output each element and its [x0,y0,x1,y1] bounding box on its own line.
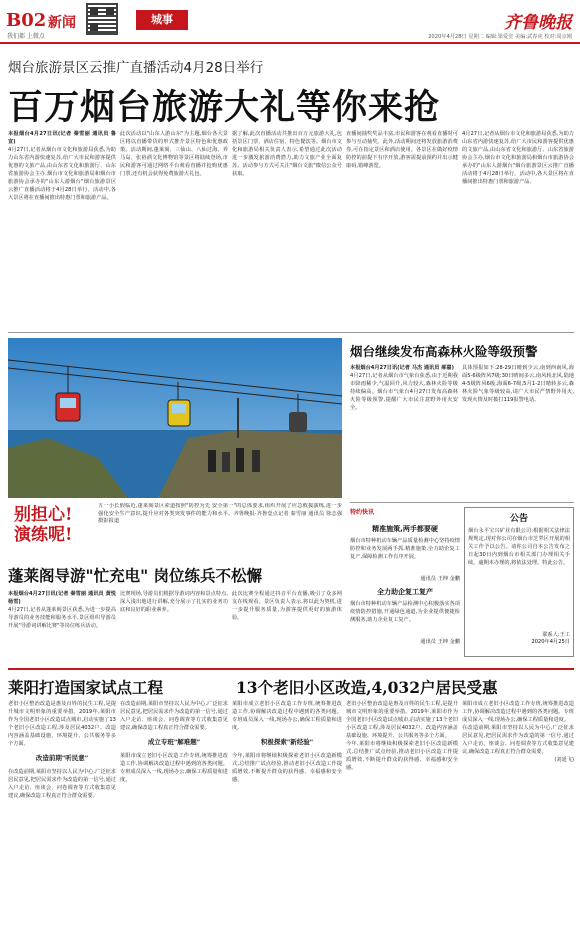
edition-line: 2020年4月28日 星期二 编辑:梁爱堂 美编:武春虎 校对:周京刚 [428,34,572,40]
laiyang-story-body-10: 在改造前期,莱阳市坚持以人民为中心,广泛征求居民意见,把居民需求作为改造的第一信号,通过入户走访、座谈会、问卷调查等方式收集意见建议,确保改造工程真正符合群众需要。 [462,725,574,755]
laiyang-story-col-2 [120,700,228,928]
cablecar-photo [8,338,342,498]
fire-story-col-2 [462,364,574,498]
laiyang-story-col-4 [346,700,458,928]
notice-2-title: 全力助企复工复产 [377,588,433,596]
gonggao-date: 2020年4月25日 [531,639,570,645]
masthead [0,0,580,44]
page-name: 新闻 [48,15,76,31]
laiyang-story-body-3: 在改造前期,莱阳市坚持以人民为中心,广泛征求居民意见,把居民需求作为改造的第一信号,通过入户走访、座谈会、问卷调查等方式收集意见建议,确保改造工程真正符合群众需要。 [120,701,228,731]
laiyang-story-col-5 [462,700,574,928]
laiyang-story-body-7: 老旧小区整治改造是惠及百姓的民生工程,是提升城市文明形象的重要举措。2019年,莱阳市作为全国老旧小区改造试点城市,启动实施了13个老旧小区改造工程,涉及居民4032户。改造内容涵盖基础设施、环境提升、公共服务等多个方面。 [346,701,458,739]
penglai-story-body-1: 4月27日,记者从蓬莱阁景区获悉,为进一步提高导游员的业务技能和服务水平,景区组织导游员开展"导游词讲解比赛"等岗位练兵活动。 [8,607,116,629]
penglai-story-byline: 本报烟台4月27日讯(记者 秦雪丽 通讯员 黄悦 杨雪) [8,591,116,605]
section-tag [136,10,188,30]
photo-label-1: 别担心! [14,505,73,525]
notice-2-byline: 通讯员 王坤 金鹏 [420,639,460,645]
fire-story-body-2: 具体预报如下:28-29日晴到少云,南到西南风,海面5-6级阵风7级;30日晴间多云,南风转北风,陆地4-5级阵风6级,海面6-7级,5月1-2日晴转多云,森林火险气象等级较高,请广大市民严禁野外用火,发现火情及时拨打119报警电话。 [462,365,574,403]
notice-body: 烟台市特种机动车辆产品质量检测中心坚持疫情防控和业务发展两手抓,精准施策,全力助企复工复产,保障检测工作有序开展。 [350,538,460,560]
notice-box [350,507,460,657]
laiyang-story-headline-b: 13个老旧小区改造,4,032户居民受惠 [236,678,498,697]
top-story-kicker: 烟台旅游景区云推广直播活动4月28日举行 [8,60,264,76]
divider [8,332,574,333]
laiyang-story-headline-a: 莱阳打造国家试点工程 [8,678,164,697]
notice-title: 特约快讯 [350,509,375,516]
top-story-col-1 [8,130,116,326]
fire-story-col-1 [350,364,458,498]
top-story-col-2 [120,130,228,326]
penglai-story-col-2 [120,590,228,662]
top-story-body-2: 此次活动以"山东人游山东"为主题,烟台各大景区将以直播带货的形式推介景区特色和优惠政策。活动期间,蓬莱阁、三仙山、八仙过海、养马岛、张裕酒文化博物馆等景区将陆续登场,市民和游客可通过网络平台观看直播并抢购优惠门票,还有机会获得免费旅游大礼包。 [120,131,228,177]
laiyang-story-body-5: 莱阳市成立老旧小区改造工作专班,统筹推进改造工作,协调解决改造过程中遇到的各类问题。专班成员深入一线,现场办公,确保工程质量和进度。 [232,701,342,731]
fire-story-byline: 本报烟台4月27日讯(记者 马杰 通讯员 郝嘉) [350,365,454,371]
penglai-story-col-3 [232,590,342,662]
top-story-headline: 百万烟台旅游大礼等你来抢 [8,87,441,128]
notice-byline: 通讯员 王坤 金鹏 [420,576,460,582]
notice-subtitle: 精准施策,两手都要硬 [372,525,438,533]
photo-caption: 五一小长假临近,蓬莱阁景区索道按照"防控为先 安全第一"的总体要求,组织开展了应急救援演练,进一步强化安全生产意识,提升应对各类突发事件的能力和水平。齐鲁晚报·齐鲁壹点记者 秦雪丽 通讯员 徐志强 摄影报道 [98,503,342,525]
laiyang-story-sub-2: 成立专班"解难题" [147,738,201,746]
laiyang-story-body-2: 在改造前期,莱阳市坚持以人民为中心,广泛征求居民意见,把居民需求作为改造的第一信号,通过入户走访、座谈会、问卷调查等方式收集意见建议,确保改造工程真正符合群众需要。 [8,769,116,799]
laiyang-story-body-9: 莱阳市成立老旧小区改造工作专班,统筹推进改造工作,协调解决改造过程中遇到的各类问题。专班成员深入一线,现场办公,确保工程质量和进度。 [462,701,574,723]
laiyang-story-body-1: 老旧小区整治改造是惠及百姓的民生工程,是提升城市文明形象的重要举措。2019年,莱阳市作为全国老旧小区改造试点城市,启动实施了13个老旧小区改造工程,涉及居民4032户。改造内容涵盖基础设施、环境提升、公共服务等多个方面。 [8,701,116,747]
top-story-body-4: 直播间抽奖奖品丰富,市民和游客在观看直播时可参与互动抽奖。此外,活动期间还将发放旅游消费券,可在指定景区和酒店使用。各景区在做好疫情防控的前提下有序开放,游客需提前预约并出示健康码,错峰游览。 [346,131,458,169]
top-story-col-3 [232,130,342,326]
masthead-slogan: 我们都 上微点 [7,33,45,40]
penglai-story-body-2: 比赛现场,导游员们根据导游词内容和景点特点,深入浅出地进行讲解,充分展示了扎实的业务功底和良好的职业素养。 [120,591,228,613]
laiyang-story-body-4: 莱阳市成立老旧小区改造工作专班,统筹推进改造工作,协调解决改造过程中遇到的各类问题。专班成员深入一线,现场办公,确保工程质量和进度。 [120,753,228,783]
penglai-story-headline: 蓬莱阁导游"忙充电" 岗位练兵不松懈 [8,566,263,585]
fire-story-body-1: 4月27日,记者从烟台市气象台获悉,由于近期我市降雨稀少,气温回升,风力较大,森林火险等级持续偏高。烟台市气象台4月27日发布高森林火险等级预警,提醒广大市民注意野外用火安全。 [350,373,458,411]
page-number: B02 [6,10,47,31]
laiyang-story-col-1 [8,700,116,928]
photo-label-2: 演练呢! [14,525,73,545]
masthead-rule [0,42,580,44]
laiyang-story-body-6: 今年,莱阳市将继续积极探索老旧小区改造新模式,总结推广试点经验,推动老旧小区改造工作提质增效,不断提升群众的获得感、幸福感和安全感。 [232,753,342,783]
top-story-body-3: 据了解,此次直播活动共推出百万元旅游大礼,包括景区门票、酒店住宿、特色餐饮等。烟台市文化和旅游局相关负责人表示,希望通过此次活动进一步激发旅游消费潜力,助力文旅产业全面复苏。活动参与方式可关注"烟台文旅"微信公众号获取。 [232,131,342,177]
laiyang-story-sub-3: 积极探索"新经验" [260,738,314,746]
laiyang-story-body-8: 今年,莱阳市将继续积极探索老旧小区改造新模式,总结推广试点经验,推动老旧小区改造工作提质增效,不断提升群众的获得感、幸福感和安全感。 [346,741,458,771]
laiyang-story-sub-1: 改造前期"听民意" [35,754,89,762]
penglai-story-body-3: 此次比赛全程通过抖音平台直播,吸引了众多网友在线观看。景区负责人表示,将以此为契机,进一步提升服务质量,为游客提供更好的旅游体验。 [232,591,342,621]
cablecar-photo-image [8,338,342,498]
penglai-story-col-1 [8,590,116,662]
section-tag-label: 城事 [151,13,173,26]
top-story-body-5: 4月27日,记者从烟台市文化和旅游局获悉,为助力山东省内游快速复苏,给广大市民和游客提供优惠的文旅产品,由山东省文化和旅游厅、山东省旅游协会主办,烟台市文化和旅游局和烟台市旅游协会承办的"山东人游烟台"烟台旅游景区云推广直播活动将于4月28日举行。活动中,各大景区将在直播间推出特惠门票和旅游产品。 [462,131,574,185]
gonggao-sign: 联系人:王工 [542,632,570,638]
notice-2-body: 烟台市特种机动车辆产品检测中心积极落实各项疫情防控措施,开通绿色通道,为企业提供便捷检测服务,助力企业复工复产。 [350,601,460,623]
paper-logo: 齐鲁晚报 [504,13,572,33]
gonggao-title: 公告 [509,514,528,524]
top-story-byline: 本报烟台4月27日讯(记者 秦雪丽 通讯员 鲁宣) [8,131,116,145]
divider [350,502,574,503]
top-story-col-5 [462,130,574,326]
divider [8,668,574,670]
gonggao-box [464,507,574,657]
laiyang-story-col-3 [232,700,342,928]
gonggao-body: 烟台永平宝兴矿业有限公司:根据相关法律法规规定,现对你公司在烟台市芝罘区开展的相关工作予以公告。请你公司自本公告发布之日起30日内到烟台市相关部门办理相关手续。逾期未办理的,将依法处理。特此公告。 [468,528,570,566]
top-story-body-1: 4月27日,记者从烟台市文化和旅游局获悉,为助力山东省内游快速复苏,给广大市民和游客提供优惠的文旅产品,由山东省文化和旅游厅、山东省旅游协会主办,烟台市文化和旅游局和烟台市旅游协会承办的"山东人游烟台"烟台旅游景区云推广直播活动将于4月28日举行。活动中,各大景区将在直播间推出特惠门票和旅游产品。 [8,147,116,201]
qr-code [86,3,118,35]
laiyang-story-end-byline: (刘延飞) [554,757,574,763]
fire-story-headline: 烟台继续发布高森林火险等级预警 [350,344,538,359]
top-story-col-4 [346,130,458,326]
